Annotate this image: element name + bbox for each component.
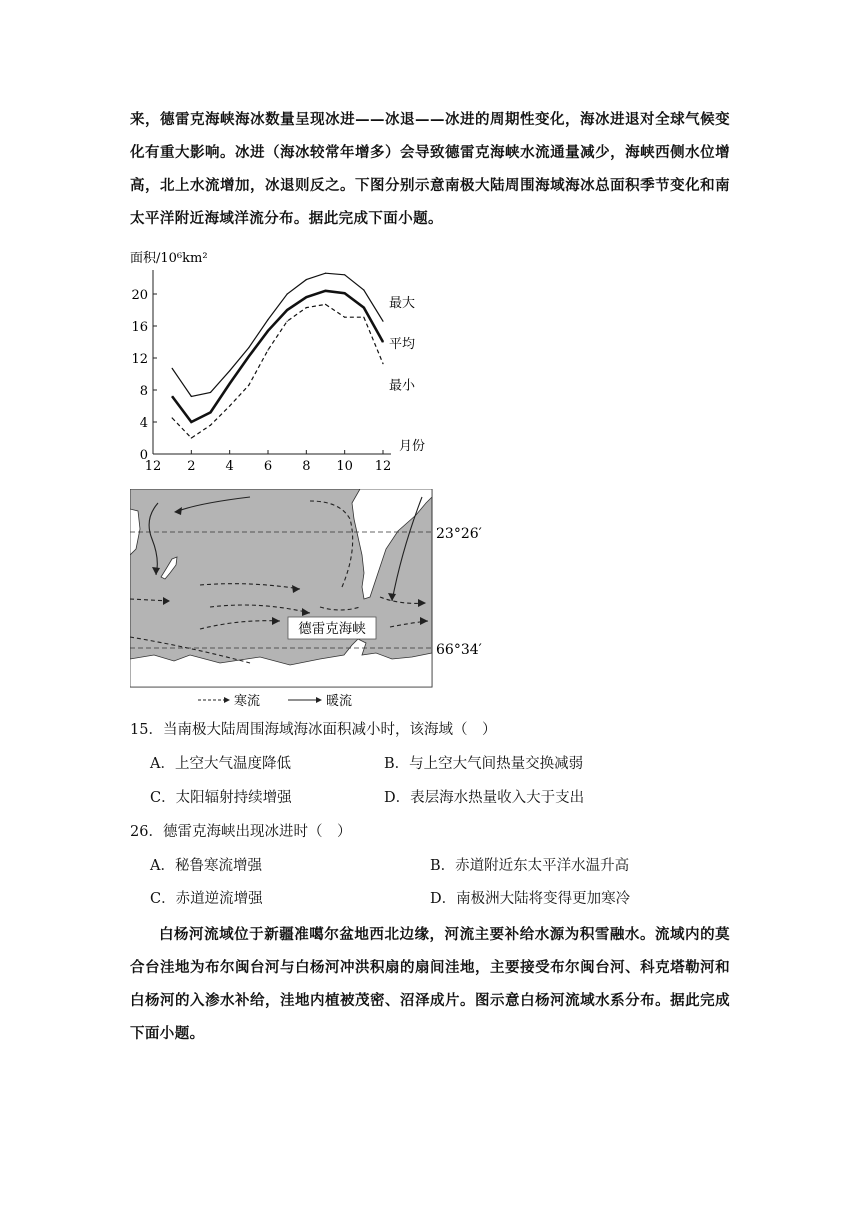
warm-current-legend-label: 暖流 — [326, 694, 353, 709]
question-26-option-c[interactable]: C．赤道逆流增强 — [150, 891, 263, 907]
data-point — [287, 309, 288, 310]
data-point — [382, 341, 383, 342]
data-point — [382, 363, 383, 364]
data-point — [325, 290, 326, 291]
question-26-stem: 26．德雷克海峡出现冰进时（ ） — [130, 824, 352, 840]
y-tick-label: 0 — [139, 448, 148, 463]
data-point — [229, 383, 230, 384]
antarctic-latitude-label: 66°34′ — [436, 642, 482, 658]
data-point — [267, 319, 268, 320]
sea-ice-area-chart — [118, 242, 448, 474]
question-15-option-b[interactable]: B．与上空大气间热量交换减弱 — [384, 756, 584, 772]
data-point — [267, 349, 268, 350]
second-paragraph: 白杨河流域位于新疆准噶尔盆地西北边缘，河流主要补给水源为积雪融水。流域内的莫合台洼地为布尔闽台河与白杨河冲洪积扇的扇间洼地，主要接受布尔闽台河、科克塔勒河和白杨河的入渗水补给，洼地内植被茂密、沼泽成片。图示意白杨河流域水系分布。据此完成下面小题。 — [130, 926, 730, 1042]
data-point — [248, 356, 249, 357]
data-point — [363, 289, 364, 290]
y-tick-label: 4 — [139, 416, 148, 431]
data-point — [172, 396, 173, 397]
data-point — [382, 321, 383, 322]
x-tick-label: 8 — [302, 459, 311, 474]
series-line-3 — [172, 304, 383, 438]
data-point — [229, 370, 230, 371]
data-point — [172, 417, 173, 418]
data-point — [306, 279, 307, 280]
data-point — [210, 425, 211, 426]
tropic-latitude-label: 23°26′ — [436, 526, 482, 542]
y-tick-label: 12 — [131, 352, 148, 367]
question-26-option-a[interactable]: A．秘鲁寒流增强 — [150, 858, 262, 874]
data-point — [191, 437, 192, 438]
data-point — [363, 317, 364, 318]
series-label-3: 最小 — [389, 378, 416, 394]
data-point — [325, 273, 326, 274]
drake-passage-label: 德雷克海峡 — [298, 621, 366, 637]
data-point — [191, 396, 192, 397]
data-point — [210, 412, 211, 413]
data-point — [210, 392, 211, 393]
data-point — [191, 421, 192, 422]
data-point — [287, 293, 288, 294]
question-26-option-b[interactable]: B．赤道附近东太平洋水温升高 — [430, 858, 630, 874]
x-tick-label: 12 — [144, 459, 162, 474]
x-tick-label: 12 — [374, 459, 392, 474]
y-tick-label: 8 — [139, 384, 148, 399]
series-label-2: 平均 — [389, 337, 416, 352]
data-point — [172, 368, 173, 369]
x-axis-label: 月份 — [399, 439, 426, 454]
x-tick-label: 4 — [225, 459, 234, 474]
data-point — [229, 405, 230, 406]
data-point — [344, 293, 345, 294]
data-point — [248, 385, 249, 386]
data-point — [248, 347, 249, 348]
data-point — [306, 297, 307, 298]
x-tick-label: 10 — [336, 459, 353, 474]
x-tick-label: 2 — [187, 459, 196, 474]
data-point — [287, 321, 288, 322]
data-point — [306, 307, 307, 308]
y-axis-label: 面积/10⁶km² — [130, 251, 208, 266]
intro-paragraph: 来，德雷克海峡海冰数量呈现冰进——冰退——冰进的周期性变化，海冰进退对全球气候变化有重大影响。冰进（海冰较常年增多）会导致德雷克海峡水流通量减少，海峡西侧水位增高，北上水流增加，冰退则反之。下图分别示意南极大陆周围海域海冰总面积季节变化和南太平洋附近海域洋流分布。据此完成下面小题。 — [130, 111, 730, 227]
data-point — [344, 317, 345, 318]
question-26-option-d[interactable]: D．南极洲大陆将变得更加寒冷 — [430, 891, 631, 907]
question-15-stem: 15．当南极大陆周围海域海冰面积减小时，该海域（ ） — [130, 722, 497, 738]
series-label-1: 最大 — [389, 296, 416, 312]
question-15-option-a[interactable]: A．上空大气温度降低 — [150, 756, 291, 772]
question-15-option-c[interactable]: C．太阳辐射持续增强 — [150, 790, 292, 806]
data-point — [363, 307, 364, 308]
data-point — [267, 330, 268, 331]
series-line-2 — [172, 291, 383, 422]
y-tick-label: 16 — [131, 320, 148, 335]
y-tick-label: 20 — [131, 288, 148, 303]
data-point — [325, 304, 326, 305]
question-15-option-d[interactable]: D．表层海水热量收入大于支出 — [384, 790, 585, 806]
data-point — [344, 274, 345, 275]
plot-area — [131, 270, 425, 474]
x-tick-label: 6 — [263, 459, 273, 474]
ocean-current-map — [130, 489, 502, 711]
cold-current-legend-label: 寒流 — [234, 694, 261, 709]
